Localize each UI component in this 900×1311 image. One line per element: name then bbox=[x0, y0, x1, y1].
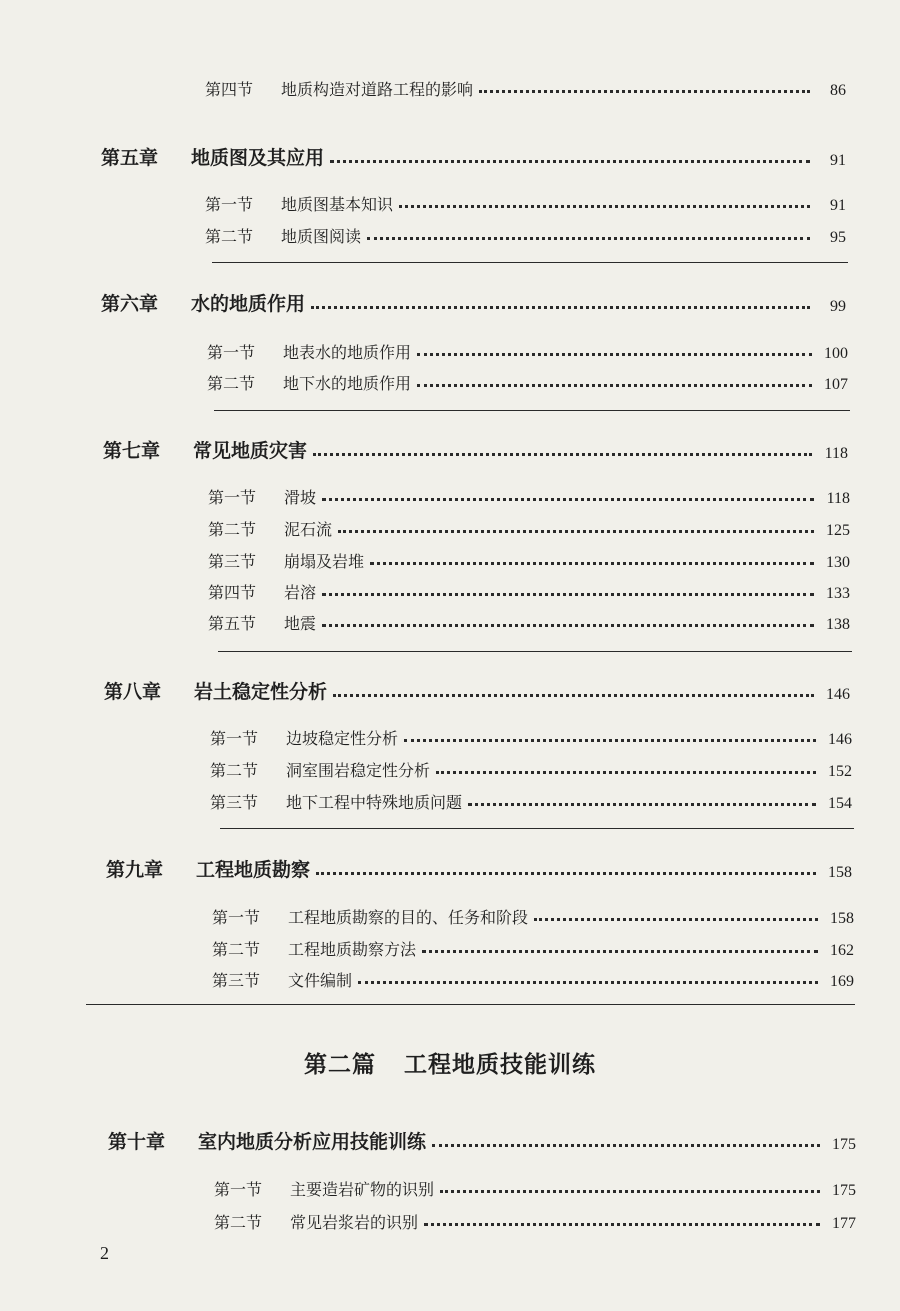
toc-section-entry[interactable] bbox=[208, 514, 850, 540]
section-number: 第三节 bbox=[208, 552, 257, 571]
toc-section-entry[interactable] bbox=[208, 482, 850, 508]
toc-chapter-entry[interactable] bbox=[106, 856, 852, 882]
toc-section-entry[interactable] bbox=[205, 189, 846, 215]
toc-section-entry[interactable] bbox=[208, 608, 850, 634]
section-title: 边坡稳定性分析 bbox=[286, 729, 399, 748]
toc-chapter-entry[interactable] bbox=[108, 1128, 856, 1154]
page-number: 154 bbox=[828, 795, 852, 812]
section-title: 地质构造对道路工程的影响 bbox=[281, 80, 474, 99]
section-title: 工程地质勘察的目的、任务和阶段 bbox=[288, 908, 529, 927]
dot-leader bbox=[424, 1223, 820, 1226]
page-number: 95 bbox=[830, 229, 846, 246]
chapter-title: 水的地质作用 bbox=[191, 293, 306, 315]
page-number: 162 bbox=[830, 942, 854, 959]
section-title: 滑坡 bbox=[284, 488, 317, 507]
page-number: 152 bbox=[828, 763, 852, 780]
section-title: 地下工程中特殊地质问题 bbox=[286, 793, 463, 812]
dot-leader bbox=[432, 1144, 820, 1147]
chapter-divider bbox=[212, 262, 848, 263]
page-number: 158 bbox=[830, 910, 854, 927]
toc-section-entry[interactable] bbox=[214, 1174, 856, 1200]
section-number: 第四节 bbox=[208, 583, 257, 602]
chapter-title: 室内地质分析应用技能训练 bbox=[198, 1131, 427, 1153]
section-number: 第一节 bbox=[207, 343, 256, 362]
section-title: 文件编制 bbox=[288, 971, 353, 990]
part-number: 第二篇 bbox=[304, 1051, 376, 1078]
dot-leader bbox=[417, 353, 812, 356]
page-number: 158 bbox=[828, 864, 852, 881]
page-folio: 2 bbox=[100, 1243, 109, 1263]
toc-section-entry[interactable] bbox=[212, 965, 854, 991]
section-title: 岩溶 bbox=[284, 583, 317, 602]
page-number: 100 bbox=[824, 345, 848, 362]
dot-leader bbox=[333, 694, 814, 697]
section-title: 地下水的地质作用 bbox=[283, 374, 412, 393]
chapter-number: 第七章 bbox=[103, 440, 161, 462]
section-number: 第二节 bbox=[208, 520, 257, 539]
section-title: 地表水的地质作用 bbox=[283, 343, 412, 362]
section-title: 工程地质勘察方法 bbox=[288, 940, 417, 959]
dot-leader bbox=[322, 624, 814, 627]
page-number: 177 bbox=[832, 1215, 856, 1232]
toc-section-entry[interactable] bbox=[210, 755, 852, 781]
toc-section-entry[interactable] bbox=[208, 577, 850, 603]
section-number: 第一节 bbox=[212, 908, 261, 927]
page-number: 107 bbox=[824, 376, 848, 393]
dot-leader bbox=[468, 803, 816, 806]
dot-leader bbox=[399, 205, 810, 208]
chapter-number: 第十章 bbox=[108, 1131, 166, 1153]
chapter-divider bbox=[218, 651, 852, 652]
part-title: 工程地质技能训练 bbox=[404, 1051, 596, 1078]
chapter-divider bbox=[86, 1004, 855, 1005]
section-number: 第一节 bbox=[210, 729, 259, 748]
chapter-divider bbox=[214, 410, 850, 411]
section-number: 第三节 bbox=[210, 793, 259, 812]
section-number: 第二节 bbox=[207, 374, 256, 393]
dot-leader bbox=[311, 306, 810, 309]
chapter-number: 第六章 bbox=[101, 293, 159, 315]
page-number: 146 bbox=[828, 731, 852, 748]
dot-leader bbox=[422, 950, 818, 953]
toc-section-entry[interactable] bbox=[212, 902, 854, 928]
toc-chapter-entry[interactable] bbox=[103, 437, 848, 463]
dot-leader bbox=[316, 872, 816, 875]
toc-section-entry[interactable] bbox=[210, 723, 852, 749]
dot-leader bbox=[322, 593, 814, 596]
section-number: 第二节 bbox=[210, 761, 259, 780]
dot-leader bbox=[404, 739, 816, 742]
toc-section-entry[interactable] bbox=[210, 787, 852, 813]
page-number: 99 bbox=[830, 298, 846, 315]
toc-section-entry[interactable] bbox=[205, 74, 846, 100]
chapter-number: 第五章 bbox=[101, 147, 159, 169]
section-title: 常见岩浆岩的识别 bbox=[290, 1213, 419, 1232]
page-number: 133 bbox=[826, 585, 850, 602]
chapter-divider bbox=[220, 828, 854, 829]
chapter-number: 第九章 bbox=[106, 859, 164, 881]
dot-leader bbox=[313, 453, 812, 456]
section-title: 崩塌及岩堆 bbox=[284, 552, 365, 571]
section-number: 第四节 bbox=[205, 80, 254, 99]
chapter-title: 常见地质灾害 bbox=[193, 440, 308, 462]
page-number: 86 bbox=[830, 82, 846, 99]
section-title: 主要造岩矿物的识别 bbox=[290, 1180, 435, 1199]
toc-section-entry[interactable] bbox=[207, 337, 848, 363]
toc-section-entry[interactable] bbox=[214, 1207, 856, 1233]
toc-section-entry[interactable] bbox=[208, 546, 850, 572]
chapter-title: 地质图及其应用 bbox=[191, 147, 325, 169]
toc-section-entry[interactable] bbox=[207, 368, 848, 394]
part-heading bbox=[0, 1046, 900, 1079]
section-number: 第一节 bbox=[205, 195, 254, 214]
dot-leader bbox=[436, 771, 816, 774]
dot-leader bbox=[338, 530, 814, 533]
page-number: 146 bbox=[826, 686, 850, 703]
dot-leader bbox=[440, 1190, 820, 1193]
section-title: 泥石流 bbox=[284, 520, 333, 539]
page-number: 138 bbox=[826, 616, 850, 633]
page-number: 91 bbox=[830, 152, 846, 169]
page-number: 130 bbox=[826, 554, 850, 571]
toc-chapter-entry[interactable] bbox=[104, 678, 850, 704]
dot-leader bbox=[479, 90, 810, 93]
dot-leader bbox=[322, 498, 814, 501]
section-number: 第二节 bbox=[214, 1213, 263, 1232]
chapter-title: 岩土稳定性分析 bbox=[194, 681, 328, 703]
section-number: 第一节 bbox=[208, 488, 257, 507]
chapter-number: 第八章 bbox=[104, 681, 162, 703]
page-number: 175 bbox=[832, 1182, 856, 1199]
section-title: 洞室围岩稳定性分析 bbox=[286, 761, 431, 780]
page-number: 118 bbox=[826, 490, 850, 507]
section-title: 地质图基本知识 bbox=[281, 195, 394, 214]
page-number: 125 bbox=[826, 522, 850, 539]
dot-leader bbox=[367, 237, 810, 240]
section-number: 第三节 bbox=[212, 971, 261, 990]
section-number: 第一节 bbox=[214, 1180, 263, 1199]
page-number: 175 bbox=[832, 1136, 856, 1153]
toc-chapter-entry[interactable] bbox=[101, 144, 846, 170]
dot-leader bbox=[534, 918, 818, 921]
dot-leader bbox=[358, 981, 818, 984]
section-title: 地震 bbox=[284, 614, 317, 633]
dot-leader bbox=[417, 384, 812, 387]
dot-leader bbox=[370, 562, 814, 565]
page-number: 169 bbox=[830, 973, 854, 990]
page-number: 91 bbox=[830, 197, 846, 214]
dot-leader bbox=[330, 160, 810, 163]
toc-section-entry[interactable] bbox=[212, 934, 854, 960]
section-number: 第二节 bbox=[205, 227, 254, 246]
section-number: 第五节 bbox=[208, 614, 257, 633]
chapter-title: 工程地质勘察 bbox=[196, 859, 311, 881]
section-number: 第二节 bbox=[212, 940, 261, 959]
toc-chapter-entry[interactable] bbox=[101, 290, 846, 316]
section-title: 地质图阅读 bbox=[281, 227, 362, 246]
toc-section-entry[interactable] bbox=[205, 221, 846, 247]
page-number: 118 bbox=[824, 445, 848, 462]
